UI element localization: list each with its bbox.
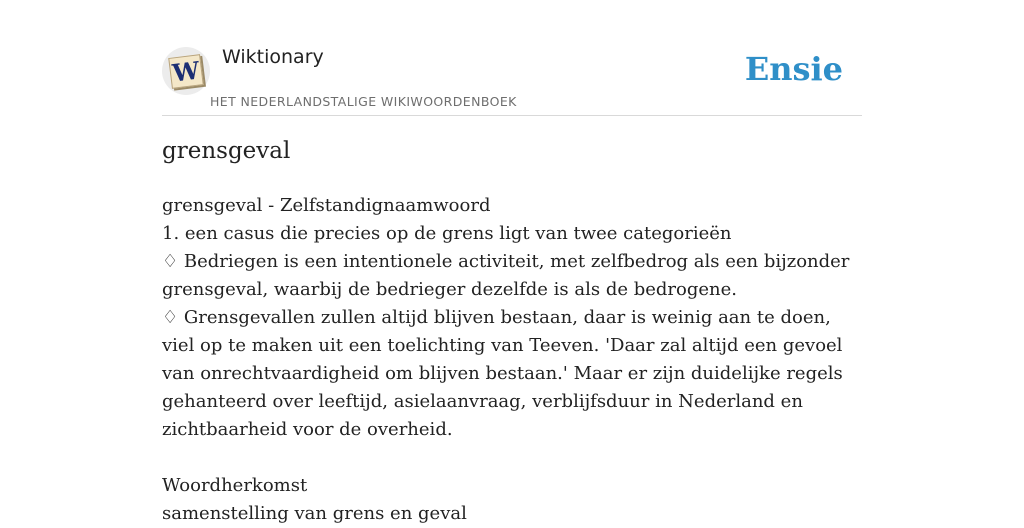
- page-title: grensgeval: [162, 138, 291, 164]
- site-header: [162, 0, 862, 116]
- entry-content: [162, 192, 862, 528]
- ensie-brand-link[interactable]: Ensie: [744, 50, 843, 88]
- page: [162, 0, 862, 524]
- spacer: [162, 444, 862, 472]
- site-tagline: HET NEDERLANDSTALIGE WIKIWOORDENBOEK: [210, 94, 517, 109]
- entry-heading: grensgeval - Zelfstandignaamwoord: [162, 195, 491, 216]
- example-sentence: ♢ Grensgevallen zullen altijd blijven bestaan, daar is weinig aan te doen, viel op te maken uit een toelichting van Teeven. 'Daar zal altijd een gevoel van onrechtvaardigheid om blijven bestaan.' Maar er zijn duidelijke regels gehanteerd over leeftijd, asielaanvraag, verblijfsduur in Nederland en zichtbaarheid voor de overheid.: [162, 307, 843, 440]
- definition: 1. een casus die precies op de grens ligt van twee categorieën: [162, 223, 732, 244]
- wiktionary-logo[interactable]: [162, 47, 210, 95]
- logo-tile-icon: [168, 54, 204, 89]
- logo-letter: W: [170, 55, 202, 88]
- site-name[interactable]: Wiktionary: [222, 46, 324, 68]
- etymology-heading: Woordherkomst: [162, 475, 308, 496]
- example-sentence: ♢ Bedriegen is een intentionele activiteit, met zelfbedrog als een bijzonder grensgeval, waarbij de bedrieger dezelfde is als de bedrogene.: [162, 251, 850, 300]
- etymology-text: samenstelling van grens en geval: [162, 503, 467, 524]
